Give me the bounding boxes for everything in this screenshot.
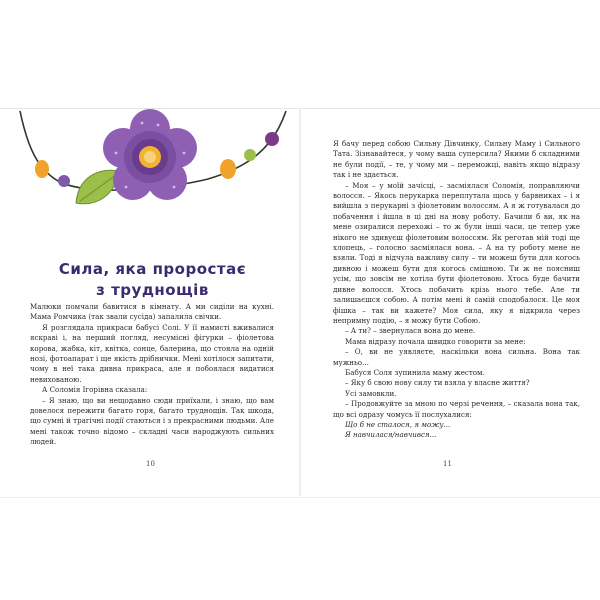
paragraph: – Моя – у моїй зачісці, – засміялася Соломія, поправляючи волосся. – Якось перукарка переплутала щось у барвниках – і я вийшла з перукарні з фіолетовим волоссям. А я ж готувалася до побачення і йшла в ці дні на нову роботу. Бачили б ви, як на мене озиралися перехожі – то ж були інші часи, це тепер уже нікого не здивуєш фіолетовим волоссям. Як реготав мій тоді ще хлопець, – голосно засміялася вона. – А на ту роботу мене не взяли. Тоді я відчула важливу силу – ти можеш бути для когось дивною і можеш бути для когось смішною. Ти ж не поясниш усім, що зовсім не хотіла бути фіолетовою. Хтось буде бачити дивне волосся. Хтось побачить крізь нього тебе. Але ти залишаєшся собою. А потім мені й самій сподобалося. Це моя фішка – так ви кажете? Моя сила, яку я відкрила через непримну подію, – я можу бути Собою. (333, 180, 580, 325)
paragraph: Що б не сталося, я можу... (345, 419, 451, 429)
page-number-left: 10 (146, 460, 155, 468)
left-page-text (30, 302, 274, 448)
paragraph: – Я знаю, що ви нещодавно сюди приїхали, і знаю, що вам довелося пережити багато горя, багато труднощів. Так шкода, що сумні й трагічні події стаються і з прекрасними людьми. Але мені також точно відомо – складні часи народжують сильних людей. (30, 395, 274, 447)
paragraph: – Продовжуйте за мною по черзі речення, – сказала вона так, що всі одразу чомусь її послухалися: (333, 399, 580, 419)
paragraph: Я бачу перед собою Сильну Дівчинку, Сильну Маму і Сильного Тата. Зізнавайтеся, у чому ваша суперсила? Якими б складними не були події, – те, у чому ми – переможці, навіть якщо відразу так і не здається. (333, 139, 580, 180)
chapter-title-line-2: з труднощів (96, 281, 209, 299)
paragraph: А Соломія Ігорівна сказала: (42, 385, 148, 395)
book-gutter (299, 108, 301, 496)
chapter-title-line-1: Сила, яка проростає (58, 260, 247, 278)
chapter-title (40, 259, 265, 301)
paragraph: – О, ви не уявляєте, наскільки вона сильна. Вона так мужньо... (333, 347, 580, 367)
paragraph: Я навчилася/навчився... (345, 430, 437, 440)
paragraph: Мама відразу почала швидко говорити за мене: (345, 336, 526, 346)
paragraph: – Яку б свою нову силу ти взяла у власне життя? (345, 378, 530, 388)
paragraph: Малюки помчали бавитися в кімнату. А ми сиділи на кухні. Мама Ромчика (так звали сусіда) запалила свічки. (30, 302, 274, 322)
page-number-right: 11 (443, 460, 452, 468)
right-page (301, 109, 600, 497)
flower-necklace-illustration (18, 109, 298, 229)
left-page (0, 109, 299, 497)
paragraph: Я розглядала прикраси бабусі Солі. У її намисті вживалися яскраві і, на перший погляд, несумісні фігурки – фіолетова корова, жабка, кіт, квітка, сонце, балерина, що стояла на одній нозі, фотоапарат і ще якість дрібнички. Мені хотілося запитати, чому в неї така дивна прикраса, але я побоялася видатися невихованою. (30, 322, 274, 384)
paragraph: – А ти? – звернулася вона до мене. (345, 326, 476, 336)
paragraph: Усі замовкли. (345, 388, 397, 398)
right-page-text (333, 139, 580, 441)
paragraph: Бабуся Соля зупинила маму жестом. (345, 367, 485, 377)
